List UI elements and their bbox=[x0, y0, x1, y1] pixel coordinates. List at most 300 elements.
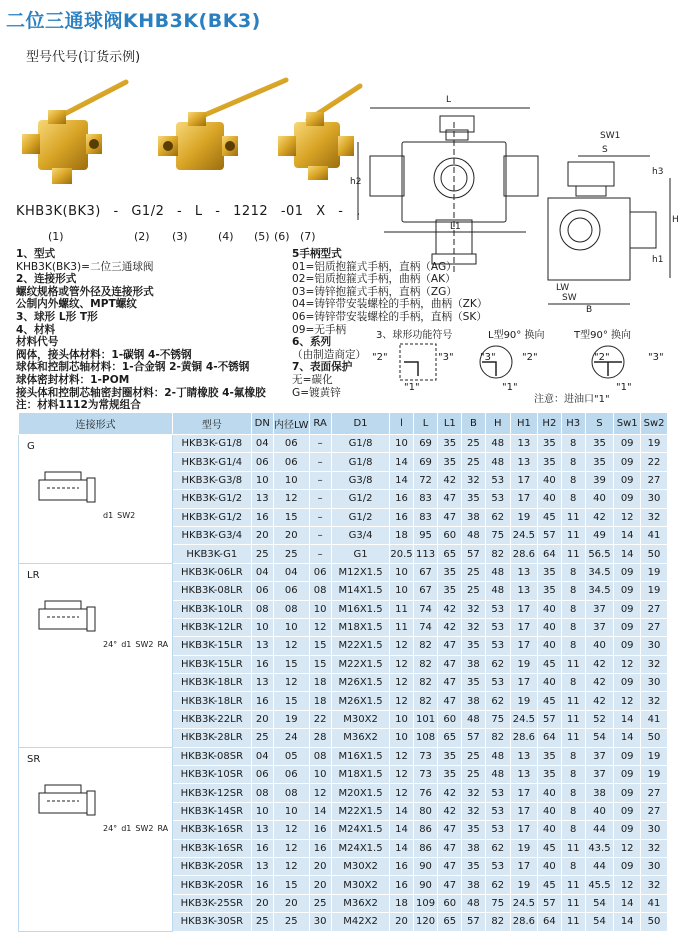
value-cell: 12 bbox=[274, 857, 310, 875]
value-cell: 109 bbox=[413, 894, 438, 912]
value-cell: 45.5 bbox=[585, 876, 614, 894]
value-cell: 18 bbox=[309, 674, 331, 692]
value-cell: 41 bbox=[641, 526, 668, 544]
value-cell: 35 bbox=[537, 582, 561, 600]
page-title: 二位三通球阀KHB3K(BK3) bbox=[6, 10, 261, 32]
value-cell: 28.6 bbox=[510, 545, 537, 563]
value-cell: 67 bbox=[413, 582, 438, 600]
column-header: H1 bbox=[510, 413, 537, 435]
value-cell: 8 bbox=[561, 766, 585, 784]
value-cell: 8 bbox=[561, 747, 585, 765]
column-header: B bbox=[462, 413, 486, 435]
value-cell: 49 bbox=[585, 526, 614, 544]
value-cell: 16 bbox=[390, 857, 413, 875]
value-cell: 13 bbox=[251, 490, 273, 508]
value-cell: 24.5 bbox=[510, 526, 537, 544]
value-cell: 74 bbox=[413, 600, 438, 618]
value-cell: 16 bbox=[251, 692, 273, 710]
value-cell: 20.5 bbox=[390, 545, 413, 563]
value-cell: 11 bbox=[561, 913, 585, 931]
value-cell: 06 bbox=[274, 582, 310, 600]
connection-type-label: LR bbox=[27, 569, 40, 581]
value-cell: 35 bbox=[438, 582, 462, 600]
value-cell: 37 bbox=[585, 747, 614, 765]
column-header: L1 bbox=[438, 413, 462, 435]
value-cell: M22X1.5 bbox=[331, 802, 390, 820]
value-cell: 32 bbox=[462, 618, 486, 636]
value-cell: 65 bbox=[438, 545, 462, 563]
value-cell: 13 bbox=[510, 435, 537, 453]
section-dim-label: d1 bbox=[121, 639, 132, 649]
value-cell: 35 bbox=[537, 453, 561, 471]
value-cell: 32 bbox=[641, 692, 668, 710]
value-cell: – bbox=[309, 471, 331, 489]
value-cell: 50 bbox=[641, 545, 668, 563]
value-cell: 11 bbox=[561, 710, 585, 728]
spec-item: 公制内外螺纹、MPT螺纹 bbox=[16, 298, 137, 311]
value-cell: 06 bbox=[251, 453, 273, 471]
value-cell: 86 bbox=[413, 839, 438, 857]
value-cell: 35 bbox=[462, 821, 486, 839]
spec-item: 7、表面保护 bbox=[292, 361, 353, 374]
value-cell: 47 bbox=[438, 857, 462, 875]
value-cell: 43.5 bbox=[585, 839, 614, 857]
value-cell: 35 bbox=[438, 747, 462, 765]
value-cell: 28.6 bbox=[510, 913, 537, 931]
spec-item: KHB3K(BK3)=二位三通球阀 bbox=[16, 260, 154, 273]
spec-item: 无=碳化 bbox=[292, 373, 333, 386]
code-part-material: 1212 bbox=[233, 204, 269, 219]
value-cell: G3/8 bbox=[331, 471, 390, 489]
code-part-series: X bbox=[316, 204, 326, 219]
value-cell: 25 bbox=[274, 913, 310, 931]
value-cell: 44 bbox=[585, 821, 614, 839]
value-cell: 35 bbox=[585, 435, 614, 453]
value-cell: 53 bbox=[485, 674, 510, 692]
value-cell: 42 bbox=[585, 674, 614, 692]
l-port-3-label: "3" bbox=[480, 352, 496, 363]
value-cell: 09 bbox=[614, 674, 641, 692]
value-cell: 06 bbox=[251, 766, 273, 784]
value-cell: 13 bbox=[251, 637, 273, 655]
value-cell: 8 bbox=[561, 637, 585, 655]
value-cell: 40 bbox=[585, 490, 614, 508]
value-cell: 50 bbox=[641, 729, 668, 747]
valve-image-2 bbox=[158, 80, 286, 170]
value-cell: 09 bbox=[614, 471, 641, 489]
dim-h2-label: h2 bbox=[350, 177, 362, 187]
code-num-3: (3) bbox=[172, 230, 188, 243]
value-cell: 120 bbox=[413, 913, 438, 931]
value-cell: M22X1.5 bbox=[331, 655, 390, 673]
value-cell: 47 bbox=[438, 637, 462, 655]
value-cell: 24.5 bbox=[510, 894, 537, 912]
value-cell: 38 bbox=[462, 655, 486, 673]
value-cell: 20 bbox=[274, 894, 310, 912]
section-dim-label: RA bbox=[157, 639, 169, 649]
value-cell: 8 bbox=[561, 435, 585, 453]
value-cell: 09 bbox=[614, 821, 641, 839]
value-cell: 17 bbox=[510, 857, 537, 875]
spec-item: 02=铝质抱箍式手柄，曲柄（AK） bbox=[292, 273, 456, 286]
t-port-2-label: "2" bbox=[594, 352, 610, 363]
value-cell: 11 bbox=[561, 894, 585, 912]
value-cell: 8 bbox=[561, 453, 585, 471]
value-cell: 19 bbox=[510, 655, 537, 673]
value-cell: 82 bbox=[485, 913, 510, 931]
value-cell: 48 bbox=[485, 766, 510, 784]
value-cell: 42 bbox=[438, 784, 462, 802]
value-cell: 47 bbox=[438, 490, 462, 508]
value-cell: 64 bbox=[537, 913, 561, 931]
value-cell: 14 bbox=[614, 894, 641, 912]
value-cell: 09 bbox=[614, 766, 641, 784]
column-header: Sw2 bbox=[641, 413, 668, 435]
value-cell: 09 bbox=[614, 600, 641, 618]
value-cell: 54 bbox=[585, 913, 614, 931]
value-cell: 14 bbox=[390, 802, 413, 820]
value-cell: 27 bbox=[641, 618, 668, 636]
value-cell: 38 bbox=[462, 692, 486, 710]
value-cell: 47 bbox=[438, 508, 462, 526]
value-cell: 28.6 bbox=[510, 729, 537, 747]
value-cell: 8 bbox=[561, 821, 585, 839]
value-cell: 11 bbox=[390, 600, 413, 618]
model-cell: HKB3K-16SR bbox=[173, 821, 251, 839]
value-cell: 12 bbox=[390, 747, 413, 765]
value-cell: M16X1.5 bbox=[331, 747, 390, 765]
port-2-label: "2" bbox=[372, 352, 388, 363]
value-cell: 47 bbox=[438, 839, 462, 857]
value-cell: 95 bbox=[413, 526, 438, 544]
value-cell: M20X1.5 bbox=[331, 784, 390, 802]
value-cell: 35 bbox=[462, 637, 486, 655]
value-cell: 73 bbox=[413, 747, 438, 765]
value-cell: 35 bbox=[585, 453, 614, 471]
dim-S-label: S bbox=[602, 145, 608, 155]
dim-H-label: H bbox=[672, 215, 679, 225]
value-cell: 47 bbox=[438, 821, 462, 839]
column-header: 型号 bbox=[173, 413, 251, 435]
spec-item: 3、球形 L形 T形 bbox=[16, 310, 98, 323]
value-cell: 14 bbox=[614, 545, 641, 563]
value-cell: 25 bbox=[274, 545, 310, 563]
value-cell: G1/2 bbox=[331, 508, 390, 526]
valve-product-images bbox=[8, 72, 360, 192]
dim-B-label: B bbox=[586, 305, 593, 315]
value-cell: 22 bbox=[309, 710, 331, 728]
value-cell: 40 bbox=[537, 674, 561, 692]
table-row bbox=[19, 563, 668, 581]
value-cell: 62 bbox=[485, 508, 510, 526]
value-cell: 60 bbox=[438, 526, 462, 544]
value-cell: 75 bbox=[485, 526, 510, 544]
value-cell: 19 bbox=[641, 747, 668, 765]
value-cell: 11 bbox=[561, 508, 585, 526]
value-cell: 47 bbox=[438, 876, 462, 894]
dim-L1-label: L1 bbox=[450, 222, 461, 232]
value-cell: 20 bbox=[390, 913, 413, 931]
value-cell: 20 bbox=[309, 876, 331, 894]
value-cell: 53 bbox=[485, 821, 510, 839]
value-cell: 64 bbox=[537, 729, 561, 747]
t-port-3-label: "3" bbox=[648, 352, 664, 363]
value-cell: 15 bbox=[274, 655, 310, 673]
value-cell: 25 bbox=[462, 747, 486, 765]
value-cell: 11 bbox=[561, 839, 585, 857]
value-cell: 17 bbox=[510, 471, 537, 489]
value-cell: 12 bbox=[274, 637, 310, 655]
value-cell: 20 bbox=[274, 526, 310, 544]
value-cell: 76 bbox=[413, 784, 438, 802]
model-cell: HKB3K-10SR bbox=[173, 766, 251, 784]
value-cell: 101 bbox=[413, 710, 438, 728]
value-cell: 30 bbox=[309, 913, 331, 931]
value-cell: 72 bbox=[413, 471, 438, 489]
value-cell: 04 bbox=[274, 563, 310, 581]
value-cell: 50 bbox=[641, 913, 668, 931]
value-cell: 08 bbox=[251, 600, 273, 618]
function-symbols-title: 3、球形功能符号 bbox=[376, 330, 453, 341]
value-cell: 35 bbox=[537, 563, 561, 581]
value-cell: 32 bbox=[462, 471, 486, 489]
value-cell: 75 bbox=[485, 710, 510, 728]
code-part-thread: G1/2 bbox=[131, 204, 165, 219]
value-cell: 10 bbox=[390, 729, 413, 747]
model-cell: HKB3K-G3/8 bbox=[173, 471, 251, 489]
section-dim-label: RA bbox=[157, 823, 169, 833]
value-cell: – bbox=[309, 435, 331, 453]
value-cell: 08 bbox=[251, 784, 273, 802]
value-cell: 11 bbox=[561, 729, 585, 747]
spec-item: 06=铸锌带安装螺栓的手柄，直柄（SK） bbox=[292, 310, 487, 323]
spec-item: 1、型式 bbox=[16, 248, 56, 260]
connection-type-cell bbox=[19, 747, 173, 931]
code-sep: - bbox=[215, 204, 221, 219]
code-part-surface: . bbox=[356, 204, 361, 219]
value-cell: 44 bbox=[585, 857, 614, 875]
value-cell: 67 bbox=[413, 563, 438, 581]
value-cell: 62 bbox=[485, 839, 510, 857]
value-cell: 69 bbox=[413, 453, 438, 471]
value-cell: 62 bbox=[485, 876, 510, 894]
table-row bbox=[19, 435, 668, 453]
value-cell: 35 bbox=[438, 435, 462, 453]
table-body bbox=[19, 435, 668, 932]
spec-item: 球体和控制芯轴材料：1-合金钢 2-黄铜 4-不锈钢 bbox=[16, 361, 250, 374]
code-part-ball: L bbox=[194, 204, 203, 219]
connection-section-drawing bbox=[27, 771, 103, 831]
dim-LW-label: LW bbox=[556, 283, 570, 293]
value-cell: 53 bbox=[485, 471, 510, 489]
value-cell: 8 bbox=[561, 471, 585, 489]
value-cell: 42 bbox=[438, 600, 462, 618]
value-cell: 19 bbox=[274, 710, 310, 728]
value-cell: 37 bbox=[585, 600, 614, 618]
value-cell: 10 bbox=[390, 435, 413, 453]
column-header: D1 bbox=[331, 413, 390, 435]
model-cell: HKB3K-10LR bbox=[173, 600, 251, 618]
code-sep: - bbox=[177, 204, 183, 219]
value-cell: 45 bbox=[537, 839, 561, 857]
value-cell: 30 bbox=[641, 490, 668, 508]
value-cell: 17 bbox=[510, 490, 537, 508]
value-cell: M24X1.5 bbox=[331, 821, 390, 839]
value-cell: 38 bbox=[462, 508, 486, 526]
value-cell: 35 bbox=[438, 766, 462, 784]
dim-h1-label: h1 bbox=[652, 255, 664, 265]
value-cell: 12 bbox=[274, 674, 310, 692]
value-cell: 12 bbox=[614, 508, 641, 526]
value-cell: 15 bbox=[274, 692, 310, 710]
value-cell: 82 bbox=[485, 545, 510, 563]
value-cell: 09 bbox=[614, 637, 641, 655]
model-cell: HKB3K-08SR bbox=[173, 747, 251, 765]
value-cell: G3/4 bbox=[331, 526, 390, 544]
value-cell: 35 bbox=[438, 453, 462, 471]
code-num-4: (4) bbox=[218, 230, 234, 243]
model-cell: HKB3K-12SR bbox=[173, 784, 251, 802]
value-cell: 17 bbox=[510, 821, 537, 839]
value-cell: 32 bbox=[641, 839, 668, 857]
value-cell: 12 bbox=[390, 766, 413, 784]
value-cell: 25 bbox=[462, 453, 486, 471]
value-cell: 19 bbox=[641, 582, 668, 600]
valve-image-3 bbox=[278, 86, 360, 180]
value-cell: 62 bbox=[485, 692, 510, 710]
symbol-l-path bbox=[482, 362, 496, 376]
value-cell: 40 bbox=[537, 857, 561, 875]
value-cell: 08 bbox=[274, 600, 310, 618]
connection-type-label: SR bbox=[27, 753, 41, 765]
value-cell: 30 bbox=[641, 821, 668, 839]
value-cell: 41 bbox=[641, 894, 668, 912]
value-cell: 28 bbox=[309, 729, 331, 747]
section-dim-label: SW2 bbox=[117, 511, 136, 520]
value-cell: 17 bbox=[510, 674, 537, 692]
dim-SW1-label: SW1 bbox=[600, 131, 621, 141]
value-cell: – bbox=[309, 545, 331, 563]
value-cell: 32 bbox=[641, 655, 668, 673]
value-cell: 17 bbox=[510, 600, 537, 618]
code-part-type: KHB3K(BK3) bbox=[16, 204, 101, 219]
value-cell: M24X1.5 bbox=[331, 839, 390, 857]
value-cell: 75 bbox=[485, 894, 510, 912]
value-cell: 15 bbox=[274, 508, 310, 526]
code-num-2: (2) bbox=[134, 230, 150, 243]
value-cell: 24 bbox=[274, 729, 310, 747]
value-cell: 35 bbox=[462, 490, 486, 508]
value-cell: 53 bbox=[485, 857, 510, 875]
value-cell: 42 bbox=[438, 471, 462, 489]
value-cell: 48 bbox=[462, 526, 486, 544]
value-cell: 10 bbox=[390, 710, 413, 728]
value-cell: 12 bbox=[274, 839, 310, 857]
value-cell: 32 bbox=[462, 802, 486, 820]
dim-h3-label: h3 bbox=[652, 167, 664, 177]
value-cell: 19 bbox=[510, 839, 537, 857]
value-cell: 47 bbox=[438, 655, 462, 673]
value-cell: M36X2 bbox=[331, 894, 390, 912]
value-cell: 13 bbox=[510, 582, 537, 600]
value-cell: 11 bbox=[561, 692, 585, 710]
code-num-1: (1) bbox=[48, 230, 64, 243]
value-cell: M30X2 bbox=[331, 710, 390, 728]
value-cell: 48 bbox=[485, 563, 510, 581]
value-cell: 20 bbox=[251, 526, 273, 544]
value-cell: 8 bbox=[561, 784, 585, 802]
value-cell: 14 bbox=[309, 802, 331, 820]
value-cell: 12 bbox=[309, 784, 331, 802]
model-cell: HKB3K-14SR bbox=[173, 802, 251, 820]
value-cell: 40 bbox=[537, 784, 561, 802]
value-cell: 11 bbox=[561, 655, 585, 673]
symbol-path-1 bbox=[404, 362, 418, 376]
value-cell: 53 bbox=[485, 490, 510, 508]
value-cell: 32 bbox=[462, 784, 486, 802]
value-cell: 57 bbox=[462, 729, 486, 747]
model-cell: HKB3K-12LR bbox=[173, 618, 251, 636]
section-dim-label: d1 bbox=[103, 511, 114, 520]
value-cell: 27 bbox=[641, 600, 668, 618]
value-cell: 14 bbox=[390, 821, 413, 839]
t-type-title: T型90° 换向 bbox=[574, 330, 632, 341]
connection-type-label: G bbox=[27, 441, 35, 452]
value-cell: 18 bbox=[390, 526, 413, 544]
connection-type-cell bbox=[19, 435, 173, 564]
value-cell: 16 bbox=[309, 821, 331, 839]
value-cell: G1/8 bbox=[331, 435, 390, 453]
value-cell: 32 bbox=[641, 508, 668, 526]
value-cell: 16 bbox=[251, 839, 273, 857]
section-dim-label: 24° bbox=[103, 639, 118, 649]
value-cell: 40 bbox=[537, 490, 561, 508]
l-type-title: L型90° 换向 bbox=[488, 330, 545, 341]
value-cell: 17 bbox=[510, 802, 537, 820]
value-cell: 10 bbox=[309, 600, 331, 618]
value-cell: 82 bbox=[413, 655, 438, 673]
model-cell: HKB3K-18LR bbox=[173, 674, 251, 692]
value-cell: 83 bbox=[413, 490, 438, 508]
value-cell: 11 bbox=[561, 526, 585, 544]
value-cell: 12 bbox=[274, 490, 310, 508]
column-header: l bbox=[390, 413, 413, 435]
page-subtitle: 型号代号(订货示例) bbox=[26, 50, 141, 65]
value-cell: M18X1.5 bbox=[331, 618, 390, 636]
value-cell: 11 bbox=[390, 618, 413, 636]
value-cell: 38 bbox=[462, 839, 486, 857]
value-cell: 8 bbox=[561, 802, 585, 820]
model-cell: HKB3K-06LR bbox=[173, 563, 251, 581]
value-cell: 10 bbox=[274, 618, 310, 636]
value-cell: 30 bbox=[641, 857, 668, 875]
value-cell: 35 bbox=[462, 857, 486, 875]
value-cell: 12 bbox=[390, 674, 413, 692]
model-cell: HKB3K-16SR bbox=[173, 839, 251, 857]
value-cell: 24.5 bbox=[510, 710, 537, 728]
value-cell: 41 bbox=[641, 710, 668, 728]
value-cell: 42 bbox=[585, 508, 614, 526]
column-header: H3 bbox=[561, 413, 585, 435]
value-cell: 09 bbox=[614, 582, 641, 600]
value-cell: 12 bbox=[614, 655, 641, 673]
value-cell: 38 bbox=[462, 876, 486, 894]
t-port-1-label: "1" bbox=[616, 382, 632, 393]
value-cell: 48 bbox=[485, 435, 510, 453]
value-cell: 25 bbox=[462, 435, 486, 453]
value-cell: 17 bbox=[510, 618, 537, 636]
port-1-label: "1" bbox=[404, 382, 420, 393]
